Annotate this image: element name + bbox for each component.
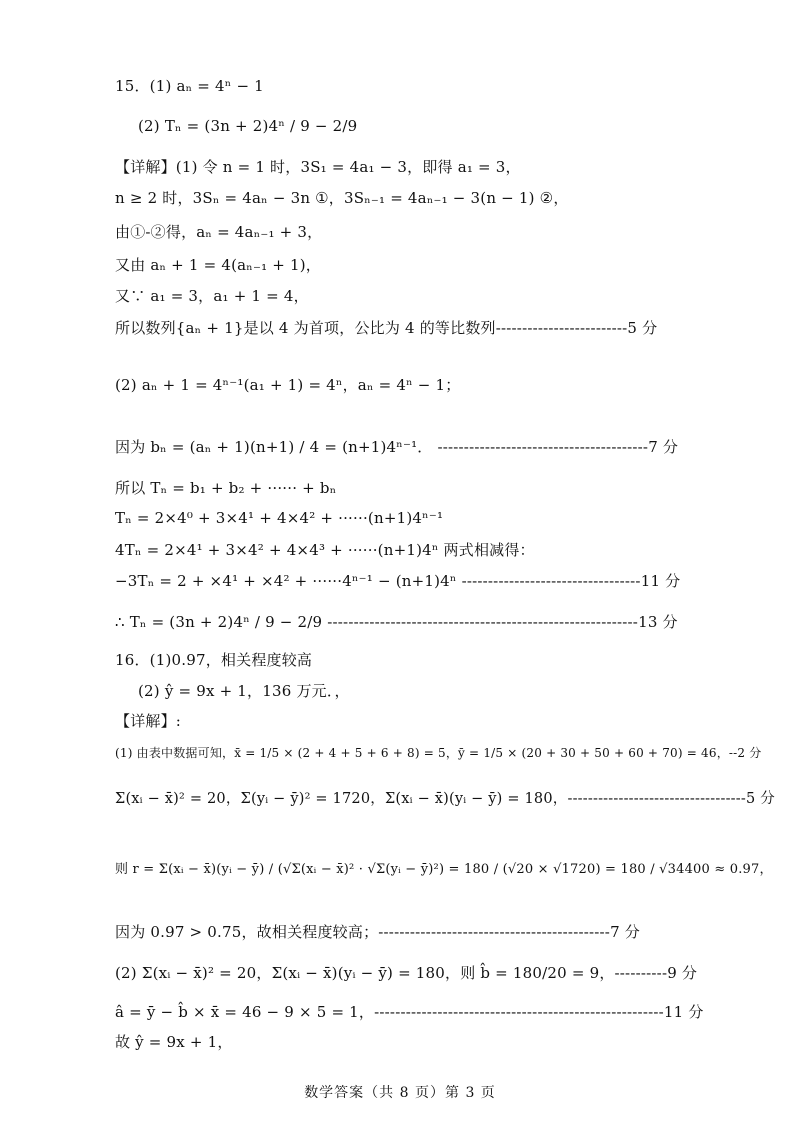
q16-detail-line-4: 因为 0.97 > 0.75，故相关程度较高；--------------------------------------------7 分 [115,923,640,941]
q16-detail-line-1: (1) 由表中数据可知，x̄ = 1/5 × (2 + 4 + 5 + 6 + 8) = 5，ȳ = 1/5 × (20 + 30 + 50 + 60 + 70) = 46，--2 分 [115,746,762,760]
q15-detail-line-3: 由①-②得，aₙ = 4aₙ₋₁ + 3， [115,223,323,241]
q16-detail-line-7: 故 ŷ = 9x + 1， [115,1033,233,1051]
q15-part2-line-7: ∴ Tₙ = (3n + 2)4ⁿ / 9 − 2/9 -----------------------------------------------------------13 分 [115,613,678,631]
q15-part2-line-4: Tₙ = 2×4⁰ + 3×4¹ + 4×4² + ······(n+1)4ⁿ⁻¹ [115,509,444,527]
q15-detail-line-2: n ≥ 2 时，3Sₙ = 4aₙ − 3n ①，3Sₙ₋₁ = 4aₙ₋₁ − 3(n − 1) ②， [115,189,569,207]
q15-detail-line-6: 所以数列{aₙ + 1}是以 4 为首项，公比为 4 的等比数列-------------------------5 分 [115,319,658,337]
q15-detail-line-1: 【详解】(1) 令 n = 1 时，3S₁ = 4a₁ − 3，即得 a₁ = 3， [115,158,521,176]
q16-detail-line-3: 则 r = Σ(xᵢ − x̄)(yᵢ − ȳ) / (√Σ(xᵢ − x̄)² · √Σ(yᵢ − ȳ)²) = 180 / (√20 × √1720) = 180 / √34400 ≈ 0.97， [115,862,773,877]
q16-detail-line-2: Σ(xᵢ − x̄)² = 20，Σ(yᵢ − ȳ)² = 1720，Σ(xᵢ − x̄)(yᵢ − ȳ) = 180，-----------------------------------5 分 [115,791,775,807]
q15-part2-line-5: 4Tₙ = 2×4¹ + 3×4² + 4×4³ + ······(n+1)4ⁿ 两式相减得： [115,541,535,559]
q16-detail-line-6: â = ȳ − b̂ × x̄ = 46 − 9 × 5 = 1，-------------------------------------------------------11 分 [115,1003,704,1021]
q16-detail-line-5: (2) Σ(xᵢ − x̄)² = 20，Σ(xᵢ − x̄)(yᵢ − ȳ) = 180，则 b̂ = 180/20 = 9，----------9 分 [115,964,698,982]
q16-answer-1: 16．(1)0.97，相关程度较高 [115,651,313,669]
q15-part2-line-2: 因为 bₙ = (aₙ + 1)(n+1) / 4 = (n+1)4ⁿ⁻¹． ----------------------------------------7 分 [115,438,679,456]
page-footer: 数学答案（共 8 页）第 3 页 [304,1085,496,1101]
q15-detail-line-5: 又∵ a₁ = 3，a₁ + 1 = 4， [115,287,309,305]
q15-part2-line-6: −3Tₙ = 2 + ×4¹ + ×4² + ······4ⁿ⁻¹ − (n+1)4ⁿ ----------------------------------11 分 [115,572,681,590]
q16-answer-2: (2) ŷ = 9x + 1，136 万元．， [138,682,350,700]
q15-part2-line-1: (2) aₙ + 1 = 4ⁿ⁻¹(a₁ + 1) = 4ⁿ，aₙ = 4ⁿ − 1； [115,376,461,394]
q16-detail-heading: 【详解】: [115,712,182,730]
q15-part2-line-3: 所以 Tₙ = b₁ + b₂ + ······ + bₙ [115,479,337,497]
q15-detail-line-4: 又由 aₙ + 1 = 4(aₙ₋₁ + 1)， [115,256,322,274]
q15-answer-2: (2) Tₙ = (3n + 2)4ⁿ / 9 − 2/9 [138,117,358,135]
q15-answer-1: 15．(1) aₙ = 4ⁿ − 1 [115,77,264,95]
